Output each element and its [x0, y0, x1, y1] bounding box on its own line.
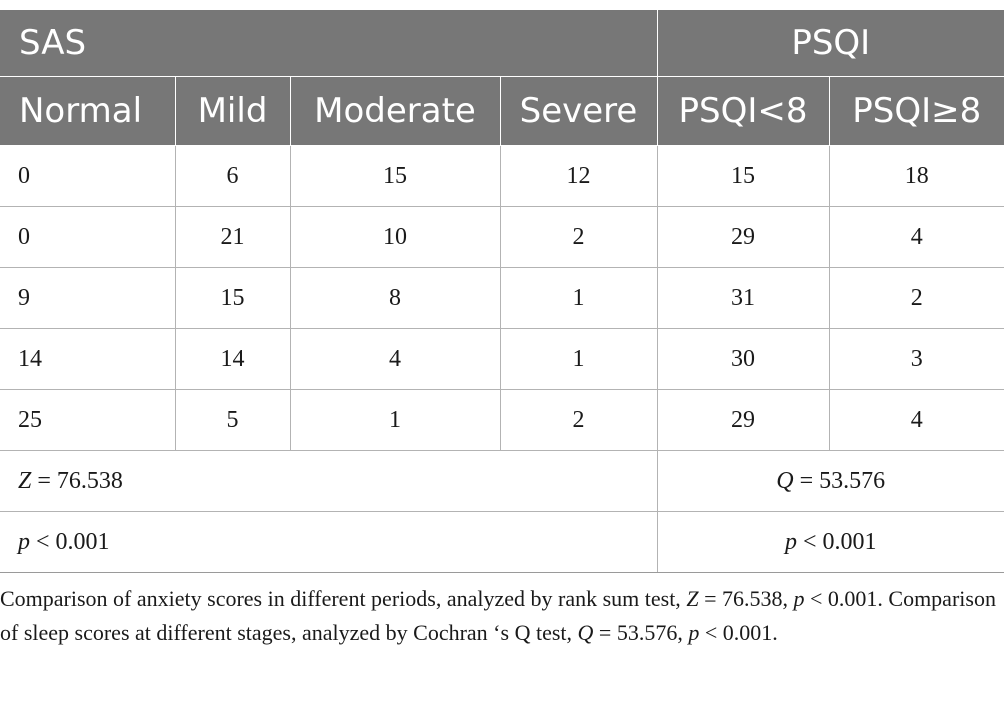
cell-mild: 15: [175, 268, 290, 329]
q-statistic-cell: [657, 451, 1004, 512]
cell-mild: 21: [175, 207, 290, 268]
stat-row-p: [0, 512, 1004, 573]
cell-severe: 1: [500, 329, 657, 390]
footnote-text: < 0.001. Comparison of sleep scores at different stages, analyzed by Cochran ‘s Q test,: [0, 586, 996, 645]
z-value: = 76.538: [31, 467, 123, 494]
group-header-row: [0, 10, 1004, 77]
column-header-row: [0, 77, 1004, 146]
z-symbol: Z: [18, 467, 32, 494]
z-statistic-cell: [0, 451, 657, 512]
cell-mild: 5: [175, 390, 290, 451]
cell-normal: 14: [0, 329, 175, 390]
p-value: < 0.001: [796, 528, 877, 555]
col-header-psqi-lt-8: PSQI<8: [657, 77, 829, 146]
cell-psqi-ge-8: 4: [829, 390, 1004, 451]
cell-psqi-lt-8: 29: [657, 207, 829, 268]
footnote-q-symbol: Q: [577, 620, 594, 645]
footnote-text: < 0.001.: [699, 620, 778, 645]
table-footnote: [0, 582, 1000, 650]
p-value: < 0.001: [30, 528, 110, 555]
cell-mild: 6: [175, 146, 290, 207]
p-symbol: p: [18, 528, 30, 555]
cell-psqi-ge-8: 18: [829, 146, 1004, 207]
footnote-text: Comparison of anxiety scores in different periods, analyzed by rank sum test,: [0, 586, 687, 611]
table-row: [0, 390, 1004, 451]
cell-psqi-lt-8: 31: [657, 268, 829, 329]
cell-normal: 25: [0, 390, 175, 451]
cell-moderate: 8: [290, 268, 500, 329]
footnote-text: = 76.538,: [698, 586, 794, 611]
footnote-p-symbol: p: [688, 620, 700, 645]
col-header-mild: Mild: [175, 77, 290, 146]
cell-moderate: 1: [290, 390, 500, 451]
cell-severe: 2: [500, 390, 657, 451]
col-header-severe: Severe: [500, 77, 657, 146]
cell-psqi-lt-8: 30: [657, 329, 829, 390]
col-header-normal: Normal: [0, 77, 175, 146]
cell-normal: 9: [0, 268, 175, 329]
psqi-group-header: PSQI: [657, 10, 1004, 77]
stat-row-z-q: [0, 451, 1004, 512]
footnote-z-symbol: Z: [686, 586, 699, 611]
footnote-p-symbol: p: [793, 586, 805, 611]
cell-normal: 0: [0, 207, 175, 268]
results-table: [0, 10, 1004, 573]
q-symbol: Q: [776, 467, 794, 494]
cell-mild: 14: [175, 329, 290, 390]
cell-psqi-lt-8: 15: [657, 146, 829, 207]
cell-normal: 0: [0, 146, 175, 207]
p-value-sas-cell: [0, 512, 657, 573]
table-body: [0, 146, 1004, 573]
table-header: [0, 10, 1004, 146]
cell-psqi-ge-8: 4: [829, 207, 1004, 268]
p-value-psqi-cell: [657, 512, 1004, 573]
cell-severe: 1: [500, 268, 657, 329]
col-header-psqi-ge-8: PSQI≥8: [829, 77, 1004, 146]
q-value: = 53.576: [793, 467, 886, 494]
cell-moderate: 15: [290, 146, 500, 207]
table-row: [0, 329, 1004, 390]
cell-moderate: 4: [290, 329, 500, 390]
table-row: [0, 146, 1004, 207]
cell-psqi-ge-8: 3: [829, 329, 1004, 390]
p-symbol: p: [784, 528, 797, 555]
cell-moderate: 10: [290, 207, 500, 268]
cell-psqi-lt-8: 29: [657, 390, 829, 451]
cell-psqi-ge-8: 2: [829, 268, 1004, 329]
cell-severe: 2: [500, 207, 657, 268]
sas-group-header: SAS: [0, 10, 657, 77]
col-header-moderate: Moderate: [290, 77, 500, 146]
table-row: [0, 207, 1004, 268]
table-row: [0, 268, 1004, 329]
footnote-text: = 53.576,: [593, 620, 689, 645]
cell-severe: 12: [500, 146, 657, 207]
